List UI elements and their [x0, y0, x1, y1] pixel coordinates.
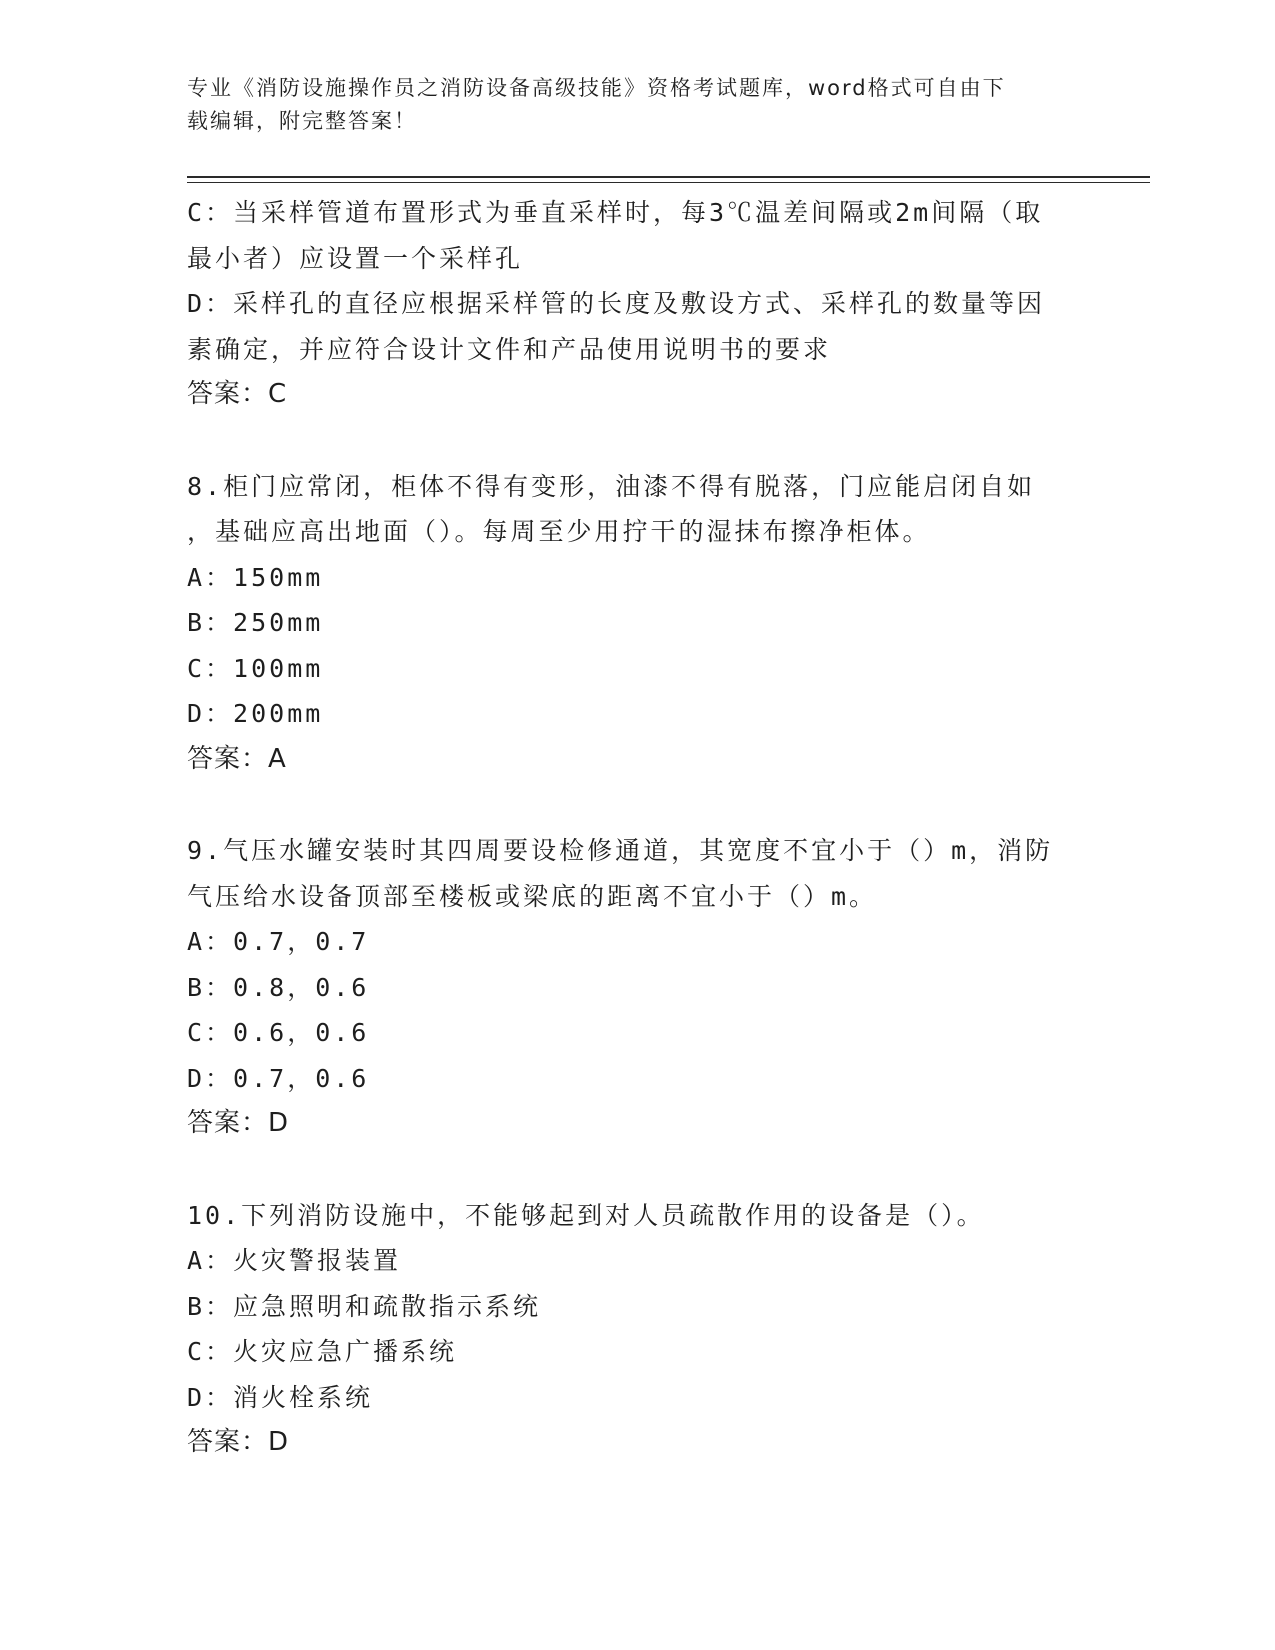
- question-stem-line-2: 气压给水设备顶部至楼板或梁底的距离不宜小于（）m。: [187, 881, 878, 911]
- option-a: A：0.7，0.7: [187, 927, 370, 956]
- option-c: C：火灾应急广播系统: [187, 1337, 458, 1366]
- option-d: D：0.7，0.6: [187, 1063, 370, 1093]
- option-c-line-1: C：当采样管道布置形式为垂直采样时，每3℃温差间隔或2m间隔（取: [187, 198, 1044, 227]
- option-a: A：150mm: [187, 562, 324, 592]
- option-a: A：火灾警报装置: [187, 1246, 402, 1275]
- option-d: D：消火栓系统: [187, 1382, 374, 1412]
- option-d: D：200mm: [187, 699, 324, 728]
- header-line-2: 载编辑，附完整答案！: [187, 109, 417, 133]
- question-stem-line-1: 9.气压水罐安装时其四周要设检修通道，其宽度不宜小于（）m，消防: [187, 836, 1054, 865]
- option-c: C：100mm: [187, 653, 324, 683]
- header-line-1: 专业《消防设施操作员之消防设备高级技能》资格考试题库，word格式可自由下: [187, 76, 1006, 100]
- question-stem-line-1: 10.下列消防设施中，不能够起到对人员疏散作用的设备是（）。: [187, 1200, 985, 1230]
- spacer: [187, 782, 1087, 828]
- option-c-line-2: 最小者）应设置一个采样孔: [187, 243, 524, 273]
- answer: 答案：C: [187, 379, 288, 409]
- question-10: [187, 1193, 1087, 1466]
- spacer: [187, 1147, 1087, 1193]
- question-8: [187, 464, 1087, 783]
- question-stem-line-1: 8.柜门应常闭，柜体不得有变形，油漆不得有脱落，门应能启闭自如: [187, 471, 1036, 501]
- answer: 答案：D: [187, 1108, 290, 1138]
- option-c: C：0.6，0.6: [187, 1018, 370, 1047]
- header-rule-thin: [187, 182, 1150, 183]
- answer: 答案：A: [187, 743, 287, 774]
- option-b: B：0.8，0.6: [187, 972, 370, 1002]
- option-b: B：应急照明和疏散指示系统: [187, 1291, 542, 1321]
- answer: 答案：D: [187, 1427, 290, 1457]
- question-stem-line-2: ，基础应高出地面（）。每周至少用拧干的湿抹布擦净柜体。: [187, 517, 931, 546]
- option-d-line-2: 素确定，并应符合设计文件和产品使用说明书的要求: [187, 334, 832, 364]
- question-9: [187, 828, 1087, 1147]
- spacer: [187, 418, 1087, 464]
- question-list: [187, 190, 1087, 1466]
- previous-question: [187, 190, 1087, 418]
- option-b: B：250mm: [187, 608, 324, 637]
- header-rule-thick: [187, 176, 1150, 178]
- option-d-line-1: D：采样孔的直径应根据采样管的长度及敷设方式、采样孔的数量等因: [187, 289, 1046, 318]
- document-header: [187, 72, 1087, 138]
